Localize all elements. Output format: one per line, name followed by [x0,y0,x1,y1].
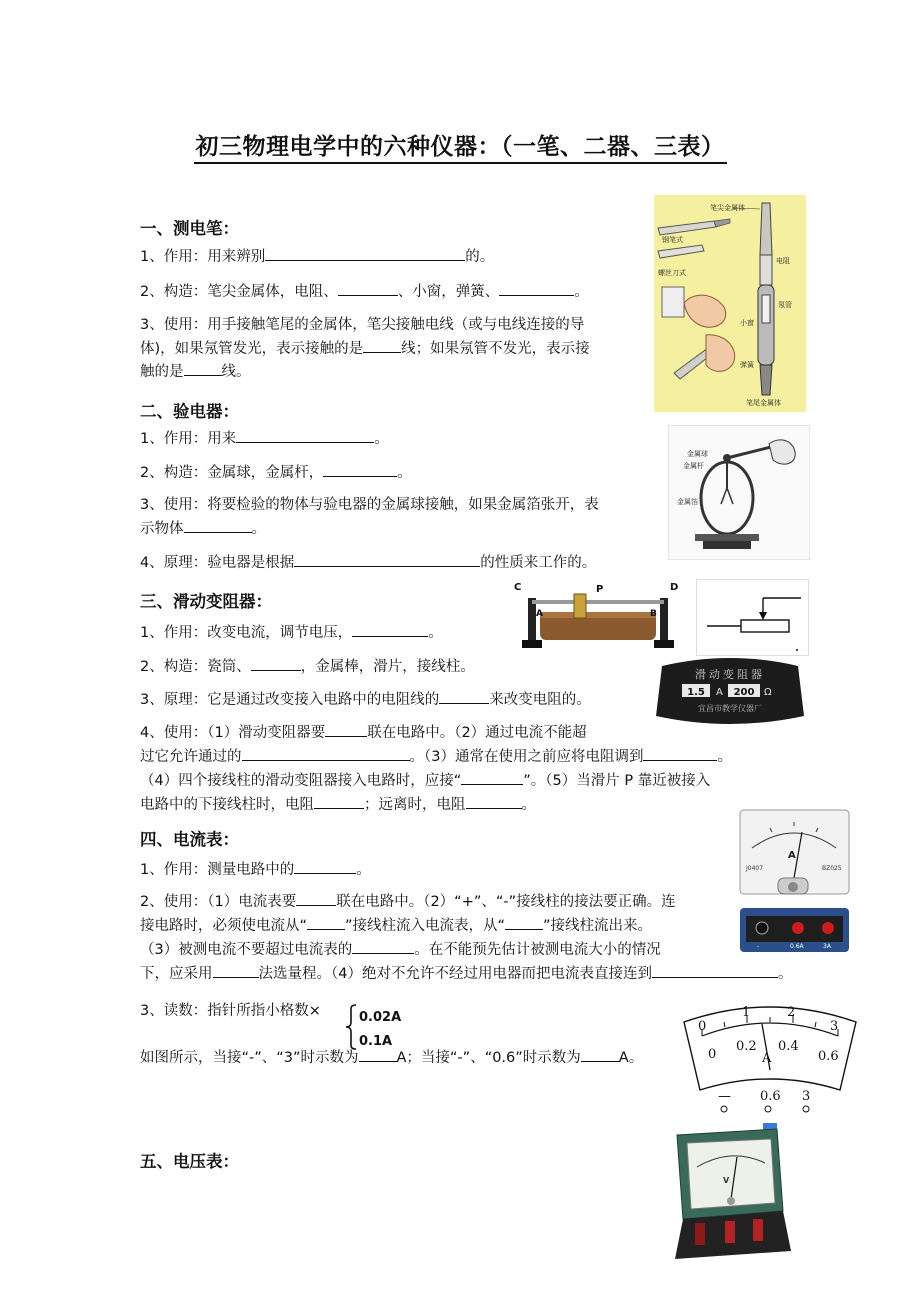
blank [581,1046,619,1062]
blank [352,621,428,637]
blank [296,890,336,906]
fig-label-neon: 氖管 [778,301,792,309]
blank [352,938,414,954]
blank [363,337,401,353]
electroscope-figure [668,425,810,560]
s2-line1: 1、作用：用来 。 [140,427,389,451]
brace-value-bottom: 0.1A [359,1034,393,1049]
rheostat-nameplate [654,656,806,728]
nameplate-amp: 1.5 [687,687,705,698]
s1-line2: 2、构造：笔尖金属体，电阻、 、小窗，弹簧、 。 [140,280,589,304]
s3-line1: 1、作用：改变电流，调节电压， 。 [140,621,443,645]
blank [213,962,259,978]
ammeter-serial: BZ025 [822,865,842,872]
ammeter-model: J0407 [746,865,764,872]
s4-line5: 下，应采用 法选量程。（4）绝对不允许不经过用电器而把电流表直接连到 。 [140,962,792,986]
s4-line4: （3）被测电流不要超过电流表的 。在不能预先估计被测电流大小的情况 [140,938,661,962]
fig-label-window: 小窗 [740,319,754,327]
rheostat-figure [510,580,688,654]
voltmeter-unit-label: V [723,1176,730,1185]
nameplate-maker: 宜昌市教学仪器厂 [698,704,762,713]
fig-label-foil: 金属箔 [677,498,698,506]
dial-top-2: 2 [787,1005,796,1020]
blank [652,962,778,978]
nameplate-ohm: 200 [733,687,755,698]
blank [499,280,574,296]
blank [439,688,489,704]
brace-icon [344,1004,358,1050]
blank [236,427,374,443]
section-heading-voltmeter: 五、电压表： [140,1152,239,1171]
s2-line4: 4、原理：验电器是根据 的性质来工作的。 [140,551,596,575]
fig-label-pen: 钢笔式 [662,236,683,244]
blank [251,655,301,671]
s3-line5: 过它允许通过的 。（3）通常在使用之前应将电阻调到 。 [140,745,732,769]
s3-line7: 电路中的下接线柱时，电阻 ；远离时，电阻 。 [140,793,536,817]
blank [265,245,465,261]
ammeter-terminal-3: 3A [823,943,831,950]
dial-top-1: 1 [742,1005,751,1020]
dial-bottom-02: 0.2 [736,1039,757,1054]
ammeter-unit-label: A [788,850,796,861]
dial-bottom-04: 0.4 [778,1039,799,1054]
blank [314,793,364,809]
blank [338,280,398,296]
s1-line3: 3、使用：用手接触笔尾的金属体，笔尖接触电线（或与电线连接的导 [140,317,585,333]
brace-value-top: 0.02A [359,1010,402,1025]
s4-line1: 1、作用：测量电路中的 。 [140,858,371,882]
voltmeter-figure [665,1119,795,1264]
fig-letter-d: D [670,582,679,593]
s4-line6: 3、读数：指针所指小格数× [140,1003,321,1019]
blank [643,745,717,761]
section-heading-ammeter: 四、电流表： [140,830,239,849]
rheostat-symbol [696,579,809,656]
ammeter-dial-figure [680,998,860,1114]
ammeter-terminal-06: 0.6A [790,943,804,950]
section-heading-electroscope: 二、验电器： [140,402,239,421]
blank [466,793,522,809]
s3-line4: 4、使用：（1）滑动变阻器要 联在电路中。（2）通过电流不能超 [140,721,587,745]
dial-terminal-3: 3 [802,1089,811,1104]
fig-letter-b: B [650,609,657,619]
blank [307,914,345,930]
section-heading-rheostat: 三、滑动变阻器： [140,592,272,611]
fig-label-resistor: 电阻 [776,257,790,265]
fig-label-ball: 金属球 [687,450,708,458]
blank [359,1046,397,1062]
s3-line3: 3、原理：它是通过改变接入电路中的电阻线的 来改变电阻的。 [140,688,591,712]
s1-line3b: 体)，如果氖管发光，表示接触的是 线；如果氖管不发光，表示接 [140,337,590,361]
fig-label-tail: 笔尾金属体 [746,399,781,407]
blank [505,914,543,930]
fig-label-rod: 金属杆 [683,462,704,470]
ammeter-figure [738,808,851,958]
s4-line3: 接电路时，必须使电流从“ ”接线柱流入电流表，从“ ”接线柱流出来。 [140,914,652,938]
fig-label-tip: 笔尖金属体 [710,204,745,212]
dial-bottom-0: 0 [708,1047,717,1062]
blank [184,517,252,533]
test-pencil-figure [654,195,806,412]
blank [294,858,356,874]
s2-line3b: 示物体 。 [140,517,266,541]
dial-top-3: 3 [830,1019,839,1034]
s1-line3c: 触的是 线。 [140,360,251,384]
blank [325,721,367,737]
blank [323,461,397,477]
dial-top-0: 0 [698,1019,707,1034]
dial-terminal-06: 0.6 [760,1089,781,1104]
nameplate-ohm-unit: Ω [764,687,772,698]
dial-unit: A [762,1051,772,1066]
section-heading-test-pencil: 一、测电笔： [140,219,239,238]
blank [294,551,480,567]
s2-line3: 3、使用：将要检验的物体与验电器的金属球接触，如果金属箔张开，表 [140,497,599,513]
s3-line6: （4）四个接线柱的滑动变阻器接入电路时，应接“ ”。（5）当滑片 P 靠近被接入 [140,769,710,793]
ammeter-terminal-neg: - [757,943,760,950]
s2-line2: 2、构造：金属球，金属杆， 。 [140,461,412,485]
s4-line7: 如图所示，当接“-”、“3”时示数为 A；当接“-”、“0.6”时示数为 A。 [140,1046,643,1070]
blank [242,745,410,761]
fig-letter-p: P [596,584,604,595]
dial-terminal-neg: — [718,1089,731,1104]
s3-line2: 2、构造：瓷筒、 ，金属棒，滑片，接线柱。 [140,655,475,679]
page-title: 初三物理电学中的六种仪器：（一笔、二器、三表） [0,128,920,161]
fig-letter-c: C [514,582,522,593]
blank [184,360,222,376]
dial-bottom-06: 0.6 [818,1049,839,1064]
s1-line1: 1、作用：用来辨别 的。 [140,245,494,269]
nameplate-title: 滑动变阻器 [695,668,765,681]
fig-label-screwdriver: 螺丝刀式 [658,269,686,277]
fig-letter-a: A [536,609,543,619]
fig-label-spring: 弹簧 [740,361,754,369]
s4-line2: 2、使用：（1）电流表要 联在电路中。（2）“+”、“-”接线柱的接法要正确。连 [140,890,676,914]
nameplate-amp-unit: A [716,687,723,698]
blank [461,769,523,785]
